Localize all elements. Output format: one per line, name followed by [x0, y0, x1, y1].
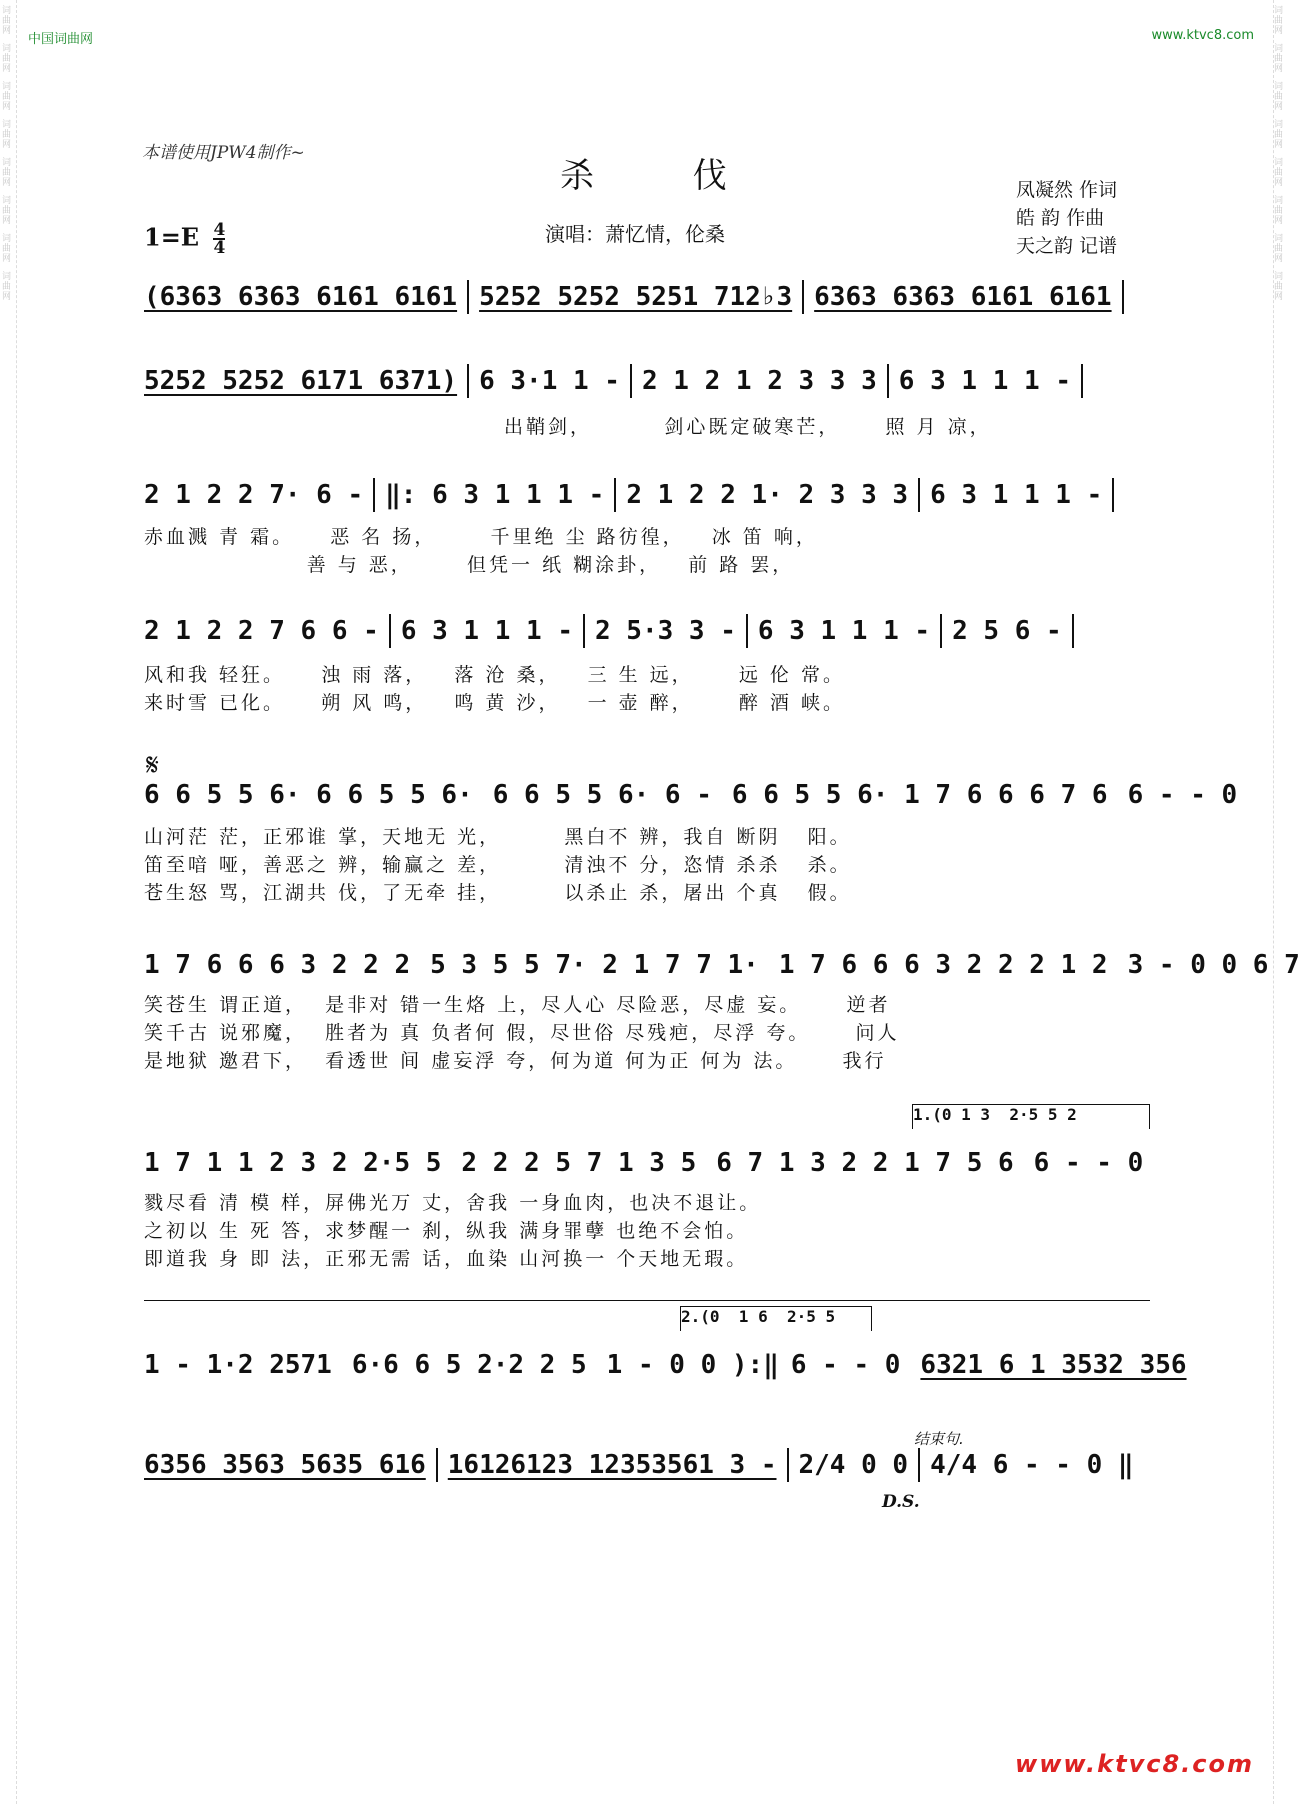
- segno-sign: 𝄋: [146, 748, 159, 783]
- measure: (6363 6363 6161 6161: [144, 282, 458, 312]
- dal-segno-mark: D.S.: [882, 1492, 920, 1512]
- measure: 2/4 0 0: [798, 1450, 909, 1480]
- barline: [389, 614, 391, 648]
- barline: [1112, 478, 1114, 512]
- score-line: [144, 614, 1150, 648]
- measure: 2 1 2 2 7 6 6 -: [144, 616, 379, 646]
- first-ending-label: 1.(0 1 3 2·5 5 2: [913, 1105, 1077, 1124]
- site-name[interactable]: 中国词曲网: [28, 32, 94, 47]
- barline: [802, 280, 804, 314]
- left-edge-watermark: [2, 0, 17, 1804]
- measure: 2 5·3 3 -: [595, 616, 736, 646]
- barline: [940, 614, 942, 648]
- first-ending-bracket: [912, 1104, 1150, 1129]
- measure: 2 2 2 5 7 1 3 5: [461, 1148, 697, 1178]
- transcriber-credit: 天之韵 记谱: [1016, 235, 1118, 257]
- time-signature: [213, 222, 225, 256]
- measure: 6 3·1 1 -: [479, 366, 620, 396]
- made-with-note: 本谱使用JPW4制作~: [142, 143, 305, 163]
- edge-label: 词曲网: [2, 44, 12, 74]
- score-line: [144, 948, 1300, 982]
- lyric-row: 风和我 轻狂。 浊 雨 落， 落 沧 桑， 三 生 远， 远 伦 常。: [144, 664, 845, 686]
- measure: 2 1 2 2 7· 6 -: [144, 480, 364, 510]
- section-divider: [144, 1300, 1150, 1301]
- time-sig-bottom: 4: [213, 238, 226, 258]
- measure: 1 7 6 6 6 3 2 2 2 1 2: [778, 950, 1108, 980]
- measure: 6 3 1 1 1 -: [898, 366, 1071, 396]
- lyric-row: 是地狱 邀君下， 看透世 间 虚妄浮 夸，何为道 何为正 何为 法。 我行: [144, 1050, 887, 1072]
- measure: 6·6 6 5 2·2 2 5: [351, 1350, 587, 1380]
- measure: 6 3 1 1 1 -: [930, 480, 1103, 510]
- edge-label: 词曲网: [2, 120, 12, 150]
- measure: 16126123 12353561 3 -: [447, 1450, 777, 1480]
- credits-block: [1016, 176, 1117, 260]
- barline: [746, 614, 748, 648]
- measure: ‖: 6 3 1 1 1 -: [385, 480, 605, 510]
- barline: [918, 1448, 920, 1482]
- lyric-row: 即道我 身 即 法，正邪无需 话，血染 山河换一 个天地无瑕。: [144, 1248, 749, 1270]
- edge-label: 词曲网: [1274, 196, 1284, 226]
- lyric-row: 苍生怒 骂，江湖共 伐，了无牵 挂， 以杀止 杀，屠出 个真 假。: [144, 882, 852, 904]
- measure: 5252 5252 6171 6371): [144, 366, 458, 396]
- edge-label: 词曲网: [2, 6, 12, 36]
- edge-label: 词曲网: [2, 272, 12, 302]
- edge-label: 词曲网: [1274, 158, 1284, 188]
- time-sig-top: 4: [213, 220, 226, 240]
- edge-label: 词曲网: [1274, 234, 1284, 264]
- second-ending-label: 2.(0 1 6 2·5 5: [681, 1307, 836, 1326]
- measure: 2 1 2 2 1· 2 3 3 3: [626, 480, 909, 510]
- barline: [614, 478, 616, 512]
- barline: [467, 280, 469, 314]
- edge-label: 词曲网: [1274, 82, 1284, 112]
- measure: 6 - - 0: [790, 1350, 901, 1380]
- key-signature: [144, 222, 225, 256]
- measure: 6 6 5 5 6· 6 -: [492, 780, 712, 810]
- measure: 5252 5252 5251 712♭3: [479, 282, 793, 312]
- measure: 6356 3563 5635 616: [144, 1450, 426, 1480]
- measure: 3 - 0 0 6 7: [1127, 950, 1300, 980]
- score-line: [144, 364, 1150, 398]
- edge-label: 词曲网: [2, 158, 12, 188]
- score-line: [144, 280, 1150, 314]
- measure: 6 3 1 1 1 -: [757, 616, 931, 646]
- lyric-row: 戮尽看 清 模 样，屏佛光万 丈，舍我 一身血肉，也决不退让。: [144, 1192, 762, 1214]
- measure: 2 1 2 1 2 3 3 3: [641, 366, 877, 396]
- lyric-row: 赤血溅 青 霜。 恶 名 扬， 千里绝 尘 路彷徨， 冰 笛 响，: [144, 526, 818, 548]
- measure: 2 5 6 -: [952, 616, 1062, 646]
- score-line: [144, 478, 1150, 512]
- measure: 1 7 6 6 6 3 2 2 2: [144, 950, 411, 980]
- barline: [467, 364, 469, 398]
- site-logo[interactable]: [1015, 1750, 1254, 1778]
- measure: 6 3 1 1 1 -: [400, 616, 573, 646]
- lyric-row: 笛至喑 哑，善恶之 辨，输赢之 差， 清浊不 分，恣情 杀杀 杀。: [144, 854, 852, 876]
- lyric-row: 笑千古 说邪魔， 胜者为 真 负者何 假，尽世俗 尽残疤，尽浮 夸。 问人: [144, 1022, 900, 1044]
- barline: [787, 1448, 789, 1482]
- edge-label: 词曲网: [1274, 6, 1284, 36]
- edge-label: 词曲网: [2, 234, 12, 264]
- lyric-row: 善 与 恶， 但凭一 纸 糊涂卦， 前 路 罢，: [144, 554, 795, 576]
- measure: 1 - 1·2 2571: [144, 1350, 332, 1380]
- measure: 1 - 0 0 ):‖: [606, 1350, 779, 1380]
- barline: [373, 478, 375, 512]
- edge-label: 词曲网: [2, 82, 12, 112]
- key-label: 1=E: [144, 222, 200, 252]
- lyric-row: 之初以 生 死 答，求梦醒一 刹，纵我 满身罪孽 也绝不会怕。: [144, 1220, 749, 1242]
- lyric-row: 来时雪 已化。 朔 风 鸣， 鸣 黄 沙， 一 壶 醉， 醉 酒 峡。: [144, 692, 845, 714]
- measure: 5 3 5 5 7· 2 1 7 7 1·: [430, 950, 759, 980]
- measure: 6 7 1 3 2 2 1 7 5 6: [716, 1148, 1014, 1178]
- measure: 6 - - 0: [1033, 1148, 1144, 1178]
- edge-label: 词曲网: [1274, 44, 1284, 74]
- edge-label: 词曲网: [2, 196, 12, 226]
- measure: 4/4 6 - - 0 ‖: [930, 1450, 1134, 1480]
- edge-label: 词曲网: [1274, 120, 1284, 150]
- song-title: 杀 伐: [560, 156, 771, 196]
- lyricist-credit: 凤凝然 作词: [1016, 179, 1118, 201]
- measure: 6 6 5 5 6· 6 6 5 5 6·: [144, 780, 473, 810]
- right-edge-watermark: [1273, 0, 1288, 1804]
- barline: [1081, 364, 1083, 398]
- barline: [630, 364, 632, 398]
- composer-credit: 皓 韵 作曲: [1016, 207, 1105, 229]
- barline: [887, 364, 889, 398]
- logo-text: www.ktvc8.com: [1015, 1750, 1254, 1778]
- lyric-row: 山河茫 茫，正邪谁 掌，天地无 光， 黑白不 辨，我自 断阴 阳。: [144, 826, 852, 848]
- measure: 6 - - 0: [1127, 780, 1238, 810]
- barline: [918, 478, 920, 512]
- singer-credit: 演唱：萧忆情，伦桑: [545, 222, 725, 246]
- score-line: [144, 1448, 1150, 1482]
- site-url-link[interactable]: www.ktvc8.com: [1151, 28, 1254, 43]
- edge-label: 词曲网: [1274, 272, 1284, 302]
- score-line: [144, 1348, 1187, 1382]
- measure: 1 7 1 1 2 3 2 2·5 5: [144, 1148, 442, 1178]
- measure: 6 6 5 5 6· 1 7 6 6 6 7 6: [731, 780, 1108, 810]
- measure: 6321 6 1 3532 356: [920, 1350, 1187, 1380]
- ending-label: 结束句.: [914, 1430, 964, 1448]
- barline: [1072, 614, 1074, 648]
- barline: [1122, 280, 1124, 314]
- lyric-row: 出鞘剑， 剑心既定破寒芒， 照 月 凉，: [504, 416, 992, 438]
- barline: [436, 1448, 438, 1482]
- second-ending-bracket: [680, 1306, 872, 1331]
- score-line: [144, 1146, 1150, 1180]
- score-line: [144, 778, 1238, 812]
- barline: [583, 614, 585, 648]
- lyric-row: 笑苍生 谓正道， 是非对 错一生烙 上，尽人心 尽险恶，尽虚 妄。 逆者: [144, 994, 891, 1016]
- measure: 6363 6363 6161 6161: [814, 282, 1112, 312]
